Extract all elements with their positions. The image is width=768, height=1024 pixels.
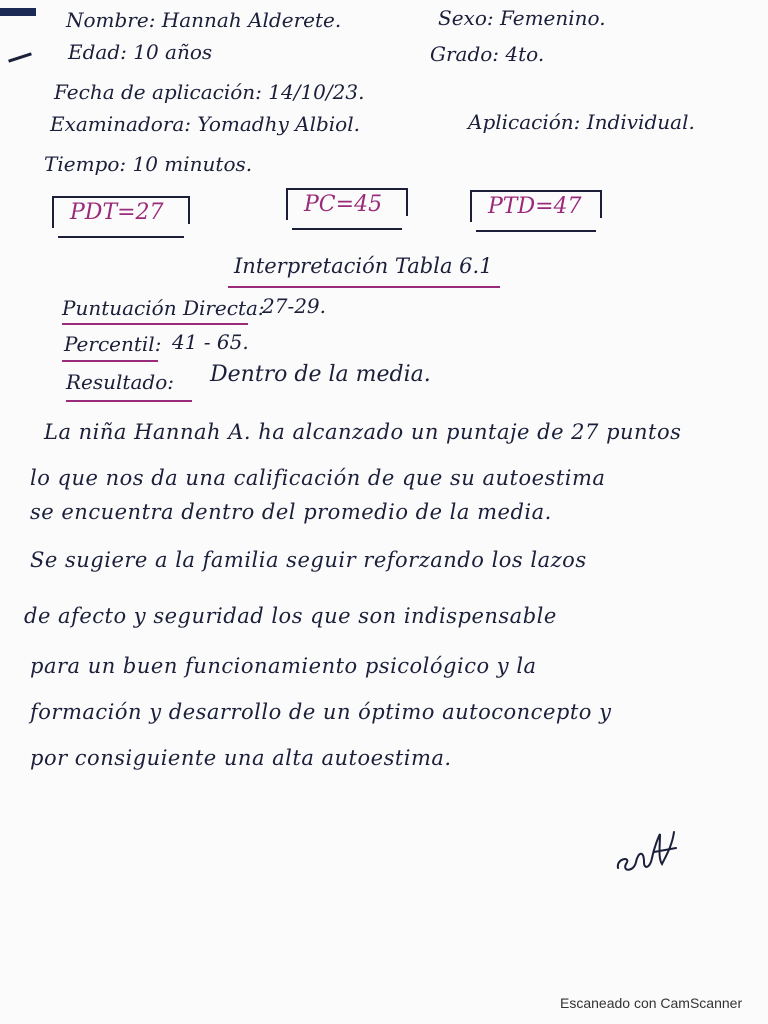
puntuacion-underline (62, 323, 248, 325)
scanner-watermark: Escaneado con CamScanner (560, 995, 743, 1011)
puntuacion-label: Puntuación Directa: (62, 296, 265, 320)
paragraph-line-2: lo que nos da una calificación de que su autoestima (30, 466, 606, 490)
fecha-field: Fecha de aplicación: 14/10/23. (54, 80, 365, 104)
title-underline (228, 286, 500, 288)
interpretation-title: Interpretación Tabla 6.1 (234, 254, 493, 278)
grado-field: Grado: 4to. (430, 42, 545, 66)
examinadora-field: Examinadora: Yomadhy Albiol. (50, 112, 360, 136)
edad-field: Edad: 10 años (68, 40, 213, 64)
paragraph-line-7: formación y desarrollo de un óptimo autoconcepto y (30, 700, 612, 724)
scan-edge-mark (0, 8, 36, 16)
paragraph-line-5: de afecto y seguridad los que son indispensable (24, 604, 557, 628)
paragraph-line-8: por consiguiente una alta autoestima. (30, 746, 452, 770)
signature (614, 828, 678, 876)
pdt-score: PDT=27 (70, 200, 164, 225)
paragraph-line-1: La niña Hannah A. ha alcanzado un puntaje de 27 puntos (44, 420, 682, 444)
sexo-field: Sexo: Femenino. (438, 6, 606, 30)
pdt-box (52, 196, 190, 230)
puntuacion-value: 27-29. (262, 294, 327, 318)
ptd-box (470, 190, 602, 224)
tiempo-field: Tiempo: 10 minutos. (44, 152, 253, 176)
pc-score: PC=45 (304, 192, 383, 217)
percentil-label: Percentil: (64, 332, 162, 356)
paragraph-line-6: para un buen funcionamiento psicológico y la (30, 654, 537, 678)
aplicacion-field: Aplicación: Individual. (468, 110, 695, 134)
ptd-score: PTD=47 (488, 194, 582, 219)
paragraph-line-3: se encuentra dentro del promedio de la media. (30, 500, 552, 524)
resultado-underline (66, 400, 192, 402)
nombre-field: Nombre: Hannah Alderete. (66, 8, 342, 32)
resultado-value: Dentro de la media. (210, 362, 431, 387)
pc-box (286, 188, 408, 222)
paragraph-line-4: Se sugiere a la familia seguir reforzando los lazos (30, 548, 587, 572)
percentil-underline (62, 360, 158, 362)
percentil-value: 41 - 65. (172, 330, 249, 354)
resultado-label: Resultado: (66, 370, 174, 394)
check-mark (8, 52, 32, 62)
